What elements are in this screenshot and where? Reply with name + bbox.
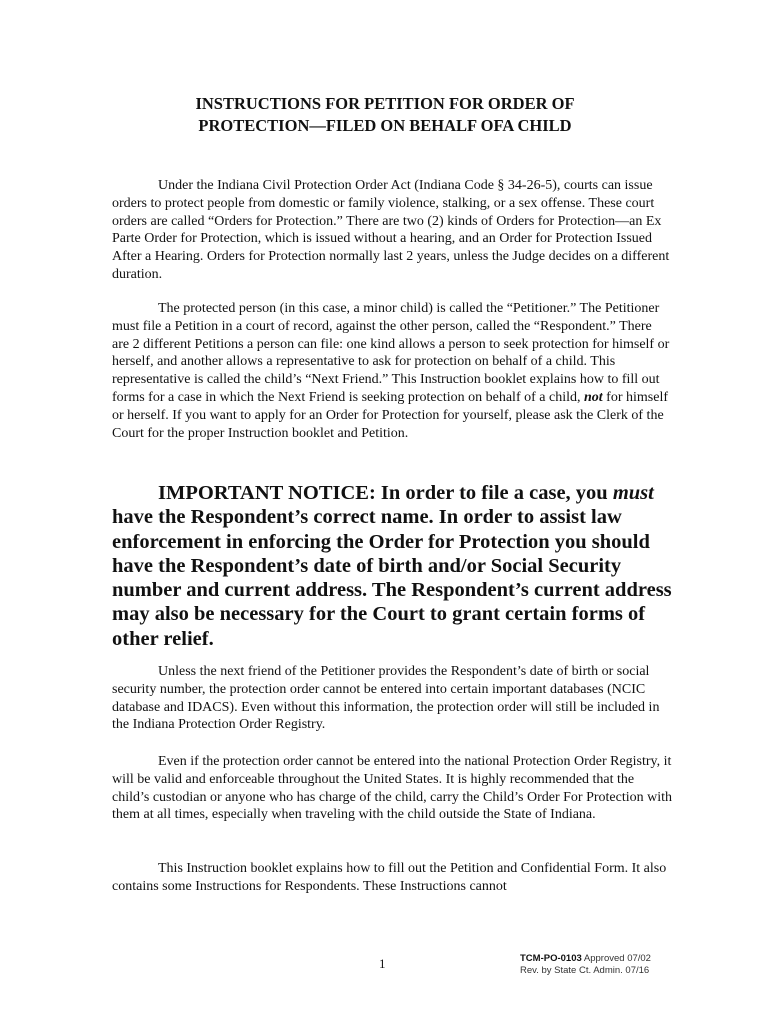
notice-text-end: have the Respondent’s correct name. In order to assist law enforcement in enforcing the Order for Protection you should have the Respondent’s date of birth and/or Social Security number and current address. The Respondent’s current address may also be necessary for the Court to grant certain forms of other relief. (112, 506, 672, 650)
form-code: TCM-PO-0103 (520, 953, 582, 964)
booklet-paragraph: This Instruction booklet explains how to fill out the Petition and Confidential Form. It also contains some Instructions for Respondents. These Instructions cannot (112, 861, 667, 894)
approved-date: Approved 07/02 (581, 953, 651, 964)
intro-paragraph: Under the Indiana Civil Protection Order Act (Indiana Code § 34-26-5), courts can issue orders to protect people from domestic or family violence, stalking, or a sex offense. These court orders are called “Orders for Protection.” There are two (2) kinds of Orders for Protection—an Ex Parte Order for Protection, which is issued without a hearing, and an Order for Protection Issued After a Hearing. Orders for Protection normally last 2 years, unless the Judge decides on a different duration. (112, 178, 670, 282)
important-notice (112, 481, 672, 651)
enforceability-paragraph: Even if the protection order cannot be entered into the national Protection Order Registry, it will be valid and enforceable throughout the United States. It is highly recommended that the child’s custodian or anyone who has charge of the child, carry the Child’s Order For Protection with them at all times, especially when traveling with the child outside the State of Indiana. (112, 754, 672, 823)
title-line-1: INSTRUCTIONS FOR PETITION FOR ORDER OF (195, 94, 575, 113)
notice-text-start: IMPORTANT NOTICE: In order to file a case, you (158, 482, 613, 504)
title-line-2: PROTECTION—FILED ON BEHALF OFA CHILD (198, 116, 572, 135)
revision-note: Rev. by State Ct. Admin. 07/16 (520, 965, 650, 976)
petitioner-text-end: for himself or herself. If you want to apply for an Order for Protection for yourself, please ask the Clerk of the Court for the proper Instruction booklet and Petition. (112, 389, 668, 441)
form-code-line (520, 953, 651, 965)
petitioner-emphasis: not (583, 389, 603, 405)
petitioner-paragraph (112, 300, 672, 442)
notice-emphasis: must (612, 482, 654, 504)
database-paragraph: Unless the next friend of the Petitioner provides the Respondent’s date of birth or social security number, the protection order cannot be entered into certain important databases (NCIC database and IDACS). Even without this information, the protection order will still be included in the Indiana Protection Order Registry. (112, 664, 660, 733)
document-title (100, 93, 670, 137)
petitioner-text-start: The protected person (in this case, a minor child) is called the “Petitioner.” The Petitioner must file a Petition in a court of record, against the other person, called the “Respondent.” There are 2 different Petitions a person can file: one kind allows a person to seek protection for himself or herself, and another allows a representative to ask for protection on behalf of a child. This representative is called the child’s “Next Friend.” This Instruction booklet explains how to fill out forms for a case in which the Next Friend is seeking protection on behalf of a child, (112, 301, 670, 405)
form-code-block (520, 953, 651, 977)
page-number: 1 (379, 956, 386, 971)
